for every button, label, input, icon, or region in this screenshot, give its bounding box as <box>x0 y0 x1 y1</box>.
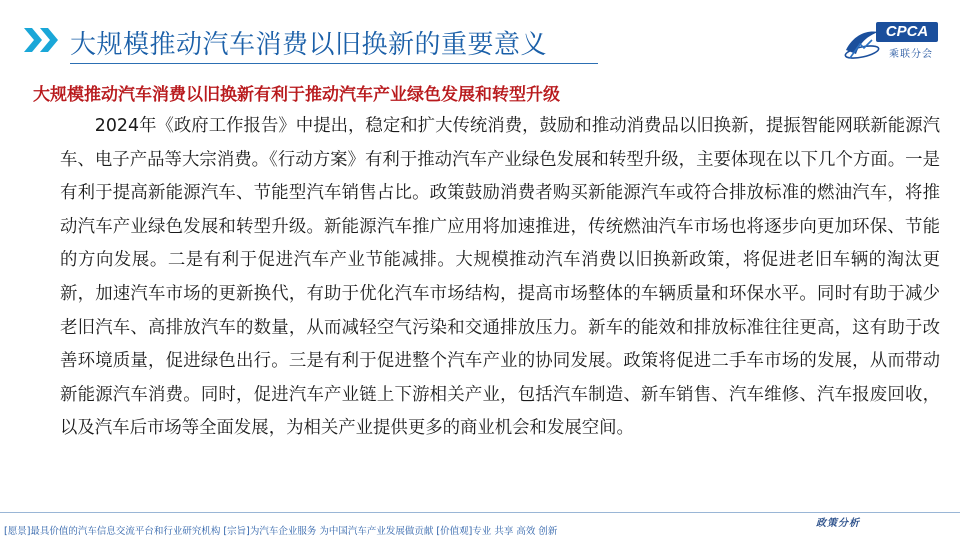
logo-wordmark: CPCA <box>876 22 938 42</box>
footer-divider <box>0 512 960 513</box>
footer-mission-text: [愿景]最具价值的汽车信息交流平台和行业研究机构 [宗旨]为汽车企业服务 为中国汽车产业发展做贡献 [价值观]专业 共享 高效 创新 <box>4 526 558 537</box>
cpca-logo <box>842 20 944 64</box>
page-title: 大规模推动汽车消费以旧换新的重要意义 <box>70 30 548 60</box>
double-chevron-right-icon <box>22 26 62 54</box>
logo-subtext: 乘联分会 <box>889 49 933 60</box>
body-paragraph: 2024年《政府工作报告》中提出，稳定和扩大传统消费，鼓励和推动消费品以旧换新，提振智能网联新能源汽车、电子产品等大宗消费。《行动方案》有利于推动汽车产业绿色发展和转型升级，主要体现在以下几个方面。一是有利于提高新能源汽车、节能型汽车销售占比。政策鼓励消费者购买新能源汽车或符合排放标准的燃油汽车，将推动汽车产业绿色发展和转型升级。新能源汽车推广应用将加速推进，传统燃油汽车市场也将逐步向更加环保、节能的方向发展。二是有利于促进汽车产业节能减排。大规模推动汽车消费以旧换新政策，将促进老旧车辆的淘汰更新，加速汽车市场的更新换代，有助于优化汽车市场结构，提高市场整体的车辆质量和环保水平。同时有助于减少老旧汽车、高排放汽车的数量，从而减轻空气污染和交通排放压力。新车的能效和排放标准往往更高，这有助于改善环境质量，促进绿色出行。三是有利于促进整个汽车产业的协同发展。政策将促进二手车市场的发展，从而带动新能源汽车消费。同时，促进汽车产业链上下游相关产业，包括汽车制造、新车销售、汽车维修、汽车报废回收，以及汽车后市场等全面发展，为相关产业提供更多的商业机会和发展空间。 <box>60 116 940 439</box>
title-underline <box>70 63 598 64</box>
slide-header <box>0 0 960 70</box>
section-subtitle: 大规模推动汽车消费以旧换新有利于推动汽车产业绿色发展和转型升级 <box>33 85 560 105</box>
footer-brand: 政策分析 <box>816 518 860 529</box>
